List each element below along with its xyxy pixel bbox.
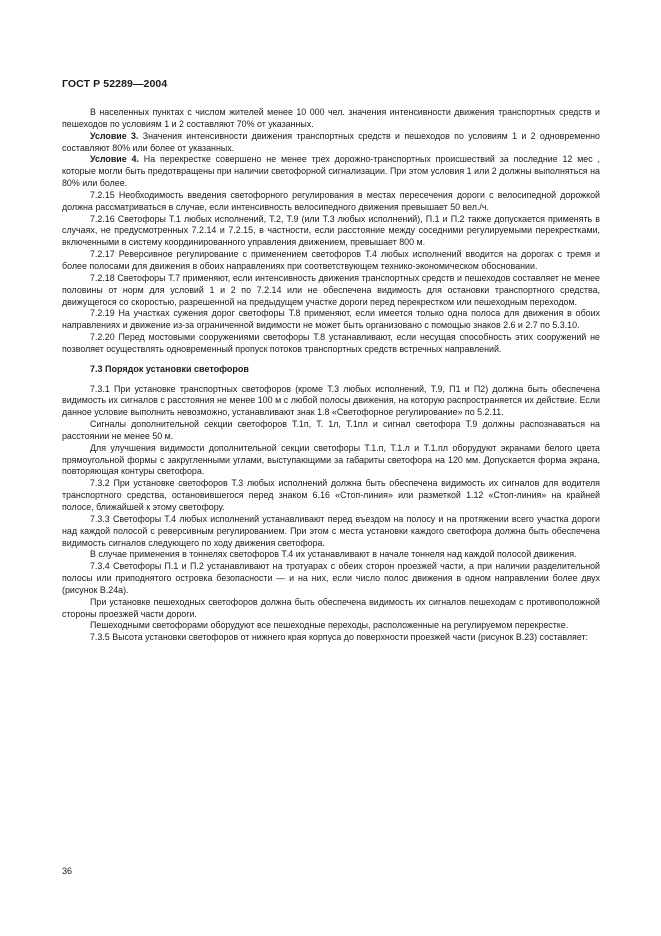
paragraph: 7.2.16 Светофоры Т.1 любых исполнений, Т.2, Т.9 (или Т.3 любых исполнений), П.1 и П.2 также допускается применять в случаях, не предусмотренных 7.2.14 и 7.2.15, в частности, если расстояние между соседними регулируемыми перекрестками, включенными в систему координированного управления движением, превышает 800 м. <box>62 213 600 248</box>
paragraph: При установке пешеходных светофоров должна быть обеспечена видимость их сигналов пешеходам с противоположной стороны проезжей части дороги. <box>62 596 600 619</box>
paragraph: 7.2.20 Перед мостовыми сооружениями светофоры Т.8 устанавливают, если несущая способность этих сооружений не позволяет осуществлять одновременный пропуск потоков транспортных средств встречных направлений. <box>62 332 600 354</box>
condition-label: Условие 3. <box>90 130 139 141</box>
paragraph: 7.3.1 При установке транспортных светофоров (кроме Т.3 любых исполнений, Т.9, П1 и П2) должна быть обеспечена видимость их сигналов с расстояния не менее 100 м с любой полосы движения, на которую распространяется их действие. Если данное условие выполнить невозможно, устанавливают знак 1.8 «Светофорное регулирование» по 5.2.11. <box>62 383 600 418</box>
paragraph: 7.2.19 На участках сужения дорог светофоры Т.8 применяют, если имеется только одна полоса для движения в обоих направлениях и движение из-за ограниченной видимости не может быть организовано с помощью знаков 2.6 и 2.7 по 5.3.10. <box>62 308 600 331</box>
paragraph-text: Значения интенсивности движения транспортных средств и пешеходов по условиям 1 и 2 одновременно составляют 80% или более от указанных. <box>62 130 600 153</box>
section-heading: 7.3 Порядок установки светофоров <box>90 363 249 374</box>
paragraph: 7.3.2 При установке светофоров Т.3 любых исполнений должна быть обеспечена видимость их сигналов для водителя транспортного средства, остановившегося перед знаком 6.16 «Стоп-линия» или разметкой 1.12 «Стоп-линия» на крайней полосе, ближайшей к этому светофору. <box>62 478 600 512</box>
paragraph <box>62 131 600 155</box>
paragraph: Сигналы дополнительной секции светофоров Т.1п, Т. 1л, Т.1пл и сигнал светофора Т.9 должны распознаваться на расстоянии не менее 50 м. <box>62 419 600 441</box>
document-header: ГОСТ Р 52289—2004 <box>62 78 168 90</box>
paragraph: 7.2.15 Необходимость введения светофорного регулирования в местах пересечения дороги с велосипедной дорожкой должна рассматриваться в случае, если интенсивность велосипедного движения превышает 50 вел./ч. <box>62 189 600 212</box>
paragraph: 7.2.17 Реверсивное регулирование с применением светофоров Т.4 любых исполнений вводится на дорогах с тремя и более полосами для движения в обоих направлениях при соответствующем технико-экономическом обосновании. <box>62 249 600 271</box>
paragraph: В населенных пунктах с числом жителей менее 10 000 чел. значения интенсивности движения транспортных средств и пешеходов по условиям 1 и 2 составляют 70% от указанных. <box>62 107 600 129</box>
paragraph: 7.3.4 Светофоры П.1 и П.2 устанавливают на тротуарах с обеих сторон проезжей части, а при наличии разделительной полосы или приподнятого островка безопасности — и на них, если число полос движения в одном направлении более двух (рисунок В.24а). <box>62 561 600 595</box>
document-body <box>62 107 600 644</box>
paragraph <box>62 154 600 190</box>
paragraph: В случае применения в тоннелях светофоров Т.4 их устанавливают в начале тоннеля над каждой полосой движения. <box>90 549 577 560</box>
paragraph: 7.3.5 Высота установки светофоров от нижнего края корпуса до поверхности проезжей части (рисунок В.23) составляет: <box>90 632 589 643</box>
paragraph: Для улучшения видимости дополнительной секции светофоры Т.1.п, Т.1.л и Т.1.пл оборудуют экранами белого цвета прямоугольной формы с закругленными углами, выступающими за габариты светофора на 120 мм. Допускается форма экрана, повторяющая контуры светофора. <box>62 442 600 477</box>
page-number: 36 <box>62 866 73 876</box>
paragraph: 7.3.3 Светофоры Т.4 любых исполнений устанавливают перед въездом на полосу и на протяжении всего участка дороги над каждой полосой с реверсивным регулированием. При этом с места установки каждого светофора должна быть обеспечена видимость сигналов следующего по ходу движения светофора. <box>62 513 600 548</box>
paragraph-text: На перекрестке совершено не менее трех дорожно-транспортных происшествий за последние 12 мес , которые могли быть предотвращены при наличии светофорной сигнализации. При этом условия 1 или 2 должны выполняться на 80% или более. <box>62 154 600 189</box>
condition-label: Условие 4. <box>90 154 139 165</box>
paragraph: 7.2.18 Светофоры Т.7 применяют, если интенсивность движения транспортных средств и пешеходов составляет не менее половины от норм для условий 1 и 2 по 7.2.14 или не обеспечена видимость для остановки транспортного средства, движущегося со скоростью, разрешенной на предыдущем участке дороги перед перекрестком или пешеходным переходом. <box>62 272 600 307</box>
paragraph: Пешеходными светофорами оборудуют все пешеходные переходы, расположенные на регулируемом перекрестке. <box>90 620 569 631</box>
